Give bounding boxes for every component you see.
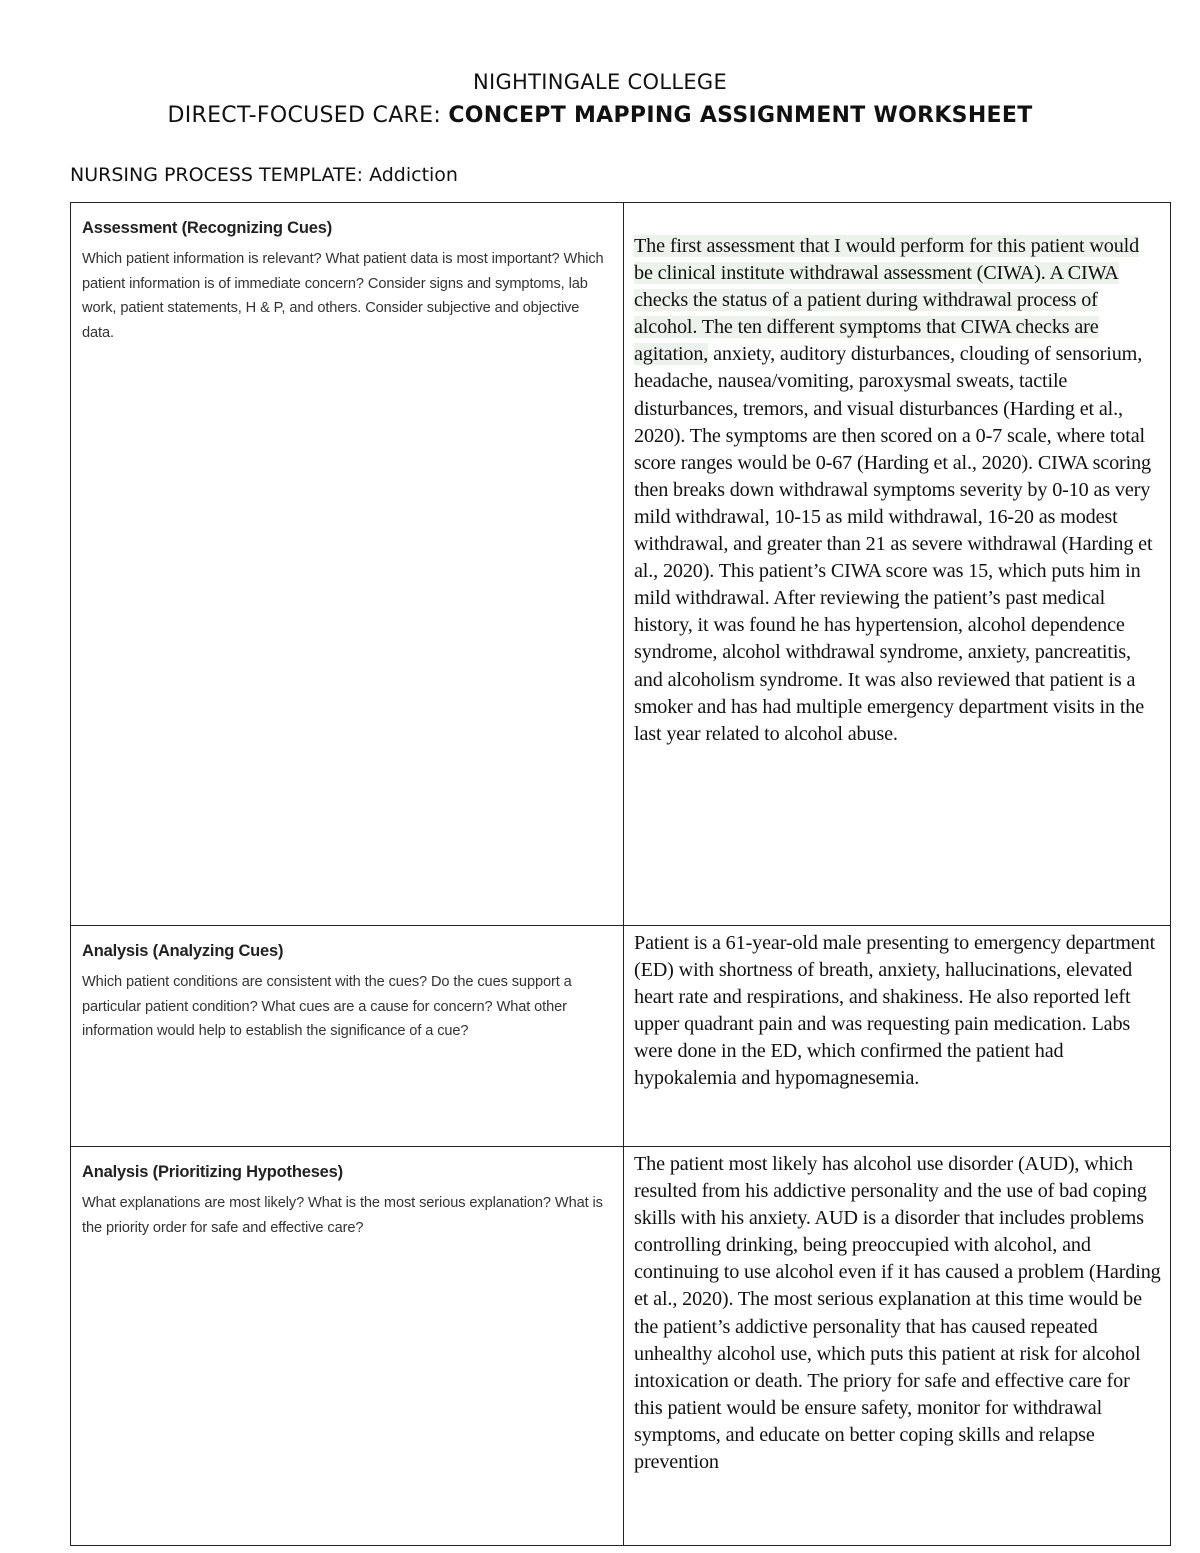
- template-label: NURSING PROCESS TEMPLATE: Addiction: [70, 164, 458, 186]
- section-answer-cell: [624, 926, 1171, 1147]
- section-answer: [634, 233, 1162, 748]
- section-label-cell: [71, 203, 624, 926]
- section-answer-cell: [624, 203, 1171, 926]
- title-bold: CONCEPT MAPPING ASSIGNMENT WORKSHEET: [448, 103, 1033, 128]
- table-row: [71, 1147, 1171, 1546]
- highlighted-answer-text: The first assessment that I would perform for this patient would be clinical institute withdrawal assessment (CIWA). A CIWA checks the status of a patient during withdrawal process of alcohol. The ten different symptoms that CIWA checks are agitation,: [634, 235, 1140, 366]
- table-row: [71, 926, 1171, 1147]
- title-prefix: DIRECT-FOCUSED CARE:: [167, 103, 449, 128]
- answer-text: anxiety, auditory disturbances, clouding of sensorium, headache, nausea/vomiting, paroxysmal sweats, tactile disturbances, tremors, and visual disturbances (Harding et al., 2020). The symptoms are then scored on a 0-7 scale, where total score ranges would be 0-67 (Harding et al., 2020). CIWA scoring then breaks down withdrawal symptoms severity by 0-10 as very mild withdrawal, 10-15 as mild withdrawal, 16-20 as modest withdrawal, and greater than 21 as severe withdrawal (Harding et al., 2020). This patient’s CIWA score was 15, which puts him in mild withdrawal. After reviewing the patient’s past medical history, it was found he has hypertension, alcohol dependence syndrome, alcohol withdrawal syndrome, anxiety, pancreatitis, and alcoholism syndrome. It was also reviewed that patient is a smoker and has had multiple emergency department visits in the last year related to alcohol abuse.: [634, 343, 1153, 745]
- section-answer: Patient is a 61-year-old male presenting to emergency department (ED) with shortness of breath, anxiety, hallucinations, elevated heart rate and respirations, and shakiness. He also reported left upper quadrant pain and was requesting pain medication. Labs were done in the ED, which confirmed the patient had hypokalemia and hypomagnesemia.: [634, 932, 1156, 1090]
- section-heading: Analysis (Analyzing Cues): [82, 942, 284, 960]
- section-prompt: Which patient conditions are consistent with the cues? Do the cues support a particular patient condition? What cues are a cause for concern? What other information would help to establish the significance of a cue?: [82, 974, 572, 1039]
- section-label-cell: [71, 926, 624, 1147]
- section-prompt: What explanations are most likely? What is the most serious explanation? What is the priority order for safe and effective care?: [82, 1195, 603, 1236]
- section-prompt: Which patient information is relevant? What patient data is most important? Which patient information is of immediate concern? Consider signs and symptoms, lab work, patient statements, H & P, and others. Consider subjective and objective data.: [82, 251, 604, 341]
- section-heading: Assessment (Recognizing Cues): [82, 219, 333, 237]
- college-name: NIGHTINGALE COLLEGE: [472, 70, 728, 94]
- section-label-cell: [71, 1147, 624, 1546]
- section-answer: The patient most likely has alcohol use disorder (AUD), which resulted from his addictive personality and the use of bad coping skills with his anxiety. AUD is a disorder that includes problems controlling drinking, being preoccupied with alcohol, and continuing to use alcohol even if it has caused a problem (Harding et al., 2020). The most serious explanation at this time would be the patient’s addictive personality that has caused repeated unhealthy alcohol use, which puts this patient at risk for alcohol intoxication or death. The priory for safe and effective care for this patient would be ensure safety, monitor for withdrawal symptoms, and educate on better coping skills and relapse prevention: [634, 1153, 1161, 1474]
- section-answer-cell: [624, 1147, 1171, 1546]
- section-heading: Analysis (Prioritizing Hypotheses): [82, 1163, 343, 1181]
- table-row: [71, 203, 1171, 926]
- nursing-process-table: [70, 202, 1171, 1546]
- worksheet-title: [0, 103, 1200, 128]
